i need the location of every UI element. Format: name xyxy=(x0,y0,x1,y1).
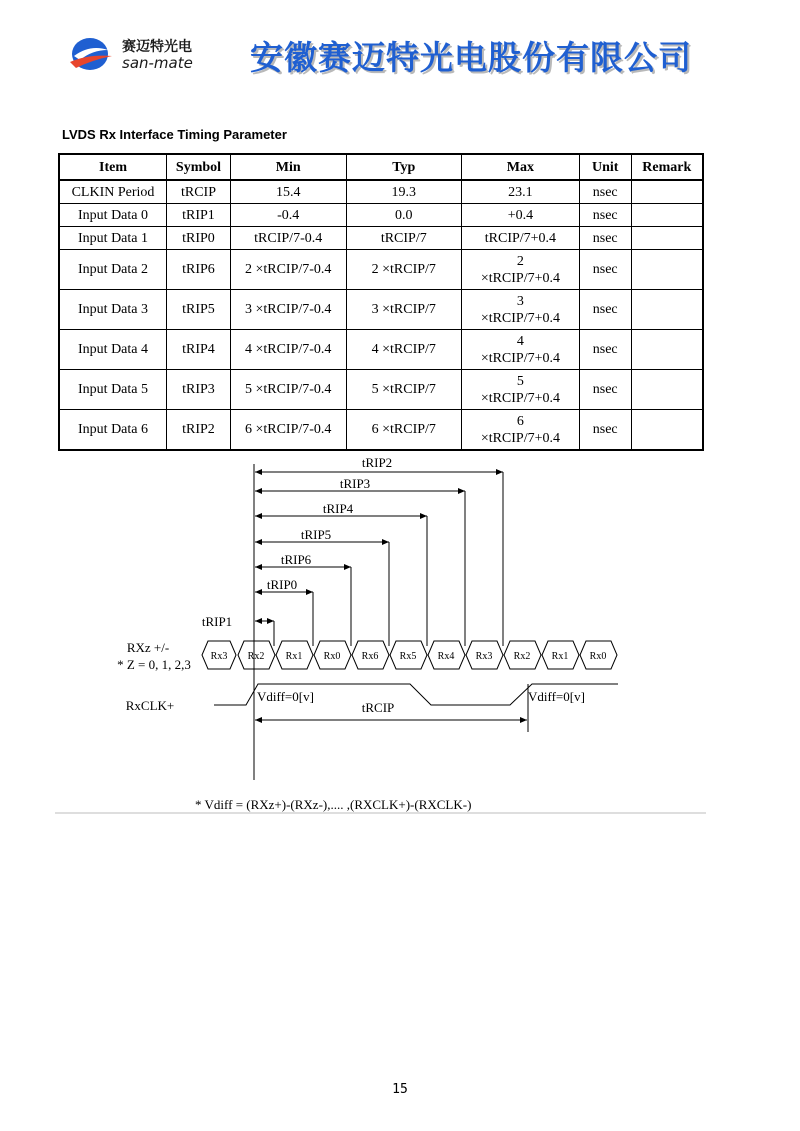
data-slot-label: Rx0 xyxy=(589,651,607,662)
section-title: LVDS Rx Interface Timing Parameter xyxy=(62,127,287,142)
trip2-label: tRIP2 xyxy=(361,455,393,470)
cell-max xyxy=(462,204,580,227)
cell-min: -0.4 xyxy=(230,204,346,227)
cell-unit: nsec xyxy=(579,180,631,204)
cell-max-expression: ×tRCIP/7+0.4 xyxy=(480,390,561,406)
data-slot-label: Rx4 xyxy=(437,651,455,662)
cell-remark xyxy=(631,180,703,204)
column-header: Max xyxy=(462,154,580,180)
trcip-label: tRCIP xyxy=(361,700,395,715)
cell-symbol: tRCIP xyxy=(167,180,231,204)
data-slot-label: Rx2 xyxy=(513,651,531,662)
table-row xyxy=(59,290,703,330)
cell-typ: tRCIP/7 xyxy=(346,227,462,250)
cell-typ: 5 ×tRCIP/7 xyxy=(346,370,462,410)
table-row xyxy=(59,410,703,451)
column-header: Typ xyxy=(346,154,462,180)
column-header: Item xyxy=(59,154,167,180)
cell-max-multiplier: 4 xyxy=(516,333,524,349)
cell-min: 2 ×tRCIP/7-0.4 xyxy=(230,250,346,290)
cell-min: 4 ×tRCIP/7-0.4 xyxy=(230,330,346,370)
data-slot-label: Rx1 xyxy=(285,651,303,662)
trip0-label: tRIP0 xyxy=(266,577,298,592)
cell-item: Input Data 6 xyxy=(59,410,167,451)
cell-typ: 4 ×tRCIP/7 xyxy=(346,330,462,370)
cell-max xyxy=(462,410,580,451)
cell-max-multiplier: 5 xyxy=(516,373,524,389)
cell-item: Input Data 3 xyxy=(59,290,167,330)
cell-remark xyxy=(631,330,703,370)
trip4-dimension xyxy=(255,501,427,646)
table-header-row xyxy=(59,154,703,180)
cell-typ: 2 ×tRCIP/7 xyxy=(346,250,462,290)
cell-min: 3 ×tRCIP/7-0.4 xyxy=(230,290,346,330)
table-row xyxy=(59,250,703,290)
column-header: Symbol xyxy=(167,154,231,180)
cell-max-expression: ×tRCIP/7+0.4 xyxy=(480,430,561,446)
trip2-dimension xyxy=(255,455,503,646)
cell-min: 6 ×tRCIP/7-0.4 xyxy=(230,410,346,451)
cell-symbol: tRIP3 xyxy=(167,370,231,410)
cell-remark xyxy=(631,370,703,410)
data-slot-label: Rx2 xyxy=(247,651,265,662)
cell-max xyxy=(462,227,580,250)
cell-typ: 19.3 xyxy=(346,180,462,204)
trip6-label: tRIP6 xyxy=(280,552,312,567)
table-row xyxy=(59,204,703,227)
cell-max xyxy=(462,370,580,410)
z-note: * Z = 0, 1, 2,3 xyxy=(117,657,191,672)
cell-typ: 6 ×tRCIP/7 xyxy=(346,410,462,451)
cell-max-multiplier: 6 xyxy=(516,413,524,429)
cell-max-expression: ×tRCIP/7+0.4 xyxy=(480,270,561,286)
cell-item: Input Data 5 xyxy=(59,370,167,410)
cell-item: Input Data 2 xyxy=(59,250,167,290)
clock-label: RxCLK+ xyxy=(125,698,175,713)
cell-max-expression: ×tRCIP/7+0.4 xyxy=(480,310,561,326)
cell-symbol: tRIP6 xyxy=(167,250,231,290)
cell-max-value: tRCIP/7+0.4 xyxy=(484,230,557,246)
cell-symbol: tRIP0 xyxy=(167,227,231,250)
trip5-label: tRIP5 xyxy=(300,527,332,542)
cell-max xyxy=(462,330,580,370)
cell-item: Input Data 1 xyxy=(59,227,167,250)
data-slot-label: Rx3 xyxy=(210,651,228,662)
cell-remark xyxy=(631,204,703,227)
cell-unit: nsec xyxy=(579,250,631,290)
logo-chinese-text: 赛迈特光电 xyxy=(122,39,192,55)
cell-min: 15.4 xyxy=(230,180,346,204)
cell-typ: 0.0 xyxy=(346,204,462,227)
cell-max-multiplier: 2 xyxy=(516,253,524,269)
trip0-dimension xyxy=(255,577,313,646)
column-header: Unit xyxy=(579,154,631,180)
company-name: 安徽赛迈特光电股份有限公司 xyxy=(250,38,692,77)
column-header: Min xyxy=(230,154,346,180)
table-row xyxy=(59,330,703,370)
cell-max-multiplier: 3 xyxy=(516,293,524,309)
trip1-label: tRIP1 xyxy=(201,614,233,629)
timing-parameter-table xyxy=(58,153,704,451)
cell-unit: nsec xyxy=(579,370,631,410)
data-slot-label: Rx1 xyxy=(551,651,569,662)
data-slot-label: Rx6 xyxy=(361,651,379,662)
vdiff-label: Vdiff=0[v] xyxy=(528,689,585,704)
cell-max xyxy=(462,250,580,290)
trip6-dimension xyxy=(255,552,351,646)
cell-unit: nsec xyxy=(579,290,631,330)
trip3-label: tRIP3 xyxy=(339,476,371,491)
cell-min: tRCIP/7-0.4 xyxy=(230,227,346,250)
cell-typ: 3 ×tRCIP/7 xyxy=(346,290,462,330)
cell-min: 5 ×tRCIP/7-0.4 xyxy=(230,370,346,410)
cell-symbol: tRIP2 xyxy=(167,410,231,451)
data-bus-waveform xyxy=(202,641,617,669)
cell-max-expression: ×tRCIP/7+0.4 xyxy=(480,350,561,366)
table-row xyxy=(59,227,703,250)
cell-max-value: +0.4 xyxy=(507,207,534,223)
cell-symbol: tRIP1 xyxy=(167,204,231,227)
vdiff-footnote: * Vdiff = (RXz+)-(RXz-),.... ,(RXCLK+)-(RXCLK-) xyxy=(195,797,472,812)
table-row xyxy=(59,370,703,410)
cell-unit: nsec xyxy=(579,227,631,250)
data-slot-label: Rx0 xyxy=(323,651,341,662)
cell-symbol: tRIP4 xyxy=(167,330,231,370)
data-slot-label: Rx5 xyxy=(399,651,417,662)
cell-item: Input Data 4 xyxy=(59,330,167,370)
cell-max xyxy=(462,290,580,330)
table-row xyxy=(59,180,703,204)
company-logo xyxy=(68,34,218,78)
cell-remark xyxy=(631,250,703,290)
timing-diagram xyxy=(0,450,800,830)
cell-max xyxy=(462,180,580,204)
cell-unit: nsec xyxy=(579,410,631,451)
page-number: 15 xyxy=(392,1082,408,1097)
cell-unit: nsec xyxy=(579,330,631,370)
data-slot-label: Rx3 xyxy=(475,651,493,662)
cell-symbol: tRIP5 xyxy=(167,290,231,330)
cell-remark xyxy=(631,290,703,330)
trip4-label: tRIP4 xyxy=(322,501,354,516)
cell-max-value: 23.1 xyxy=(508,184,533,200)
cell-item: Input Data 0 xyxy=(59,204,167,227)
cell-unit: nsec xyxy=(579,204,631,227)
cell-remark xyxy=(631,410,703,451)
signal-label: RXz +/- xyxy=(126,640,170,655)
logo-english-text: san-mate xyxy=(122,54,193,72)
column-header: Remark xyxy=(631,154,703,180)
cell-remark xyxy=(631,227,703,250)
vdiff-label: Vdiff=0[v] xyxy=(257,689,314,704)
cell-item: CLKIN Period xyxy=(59,180,167,204)
